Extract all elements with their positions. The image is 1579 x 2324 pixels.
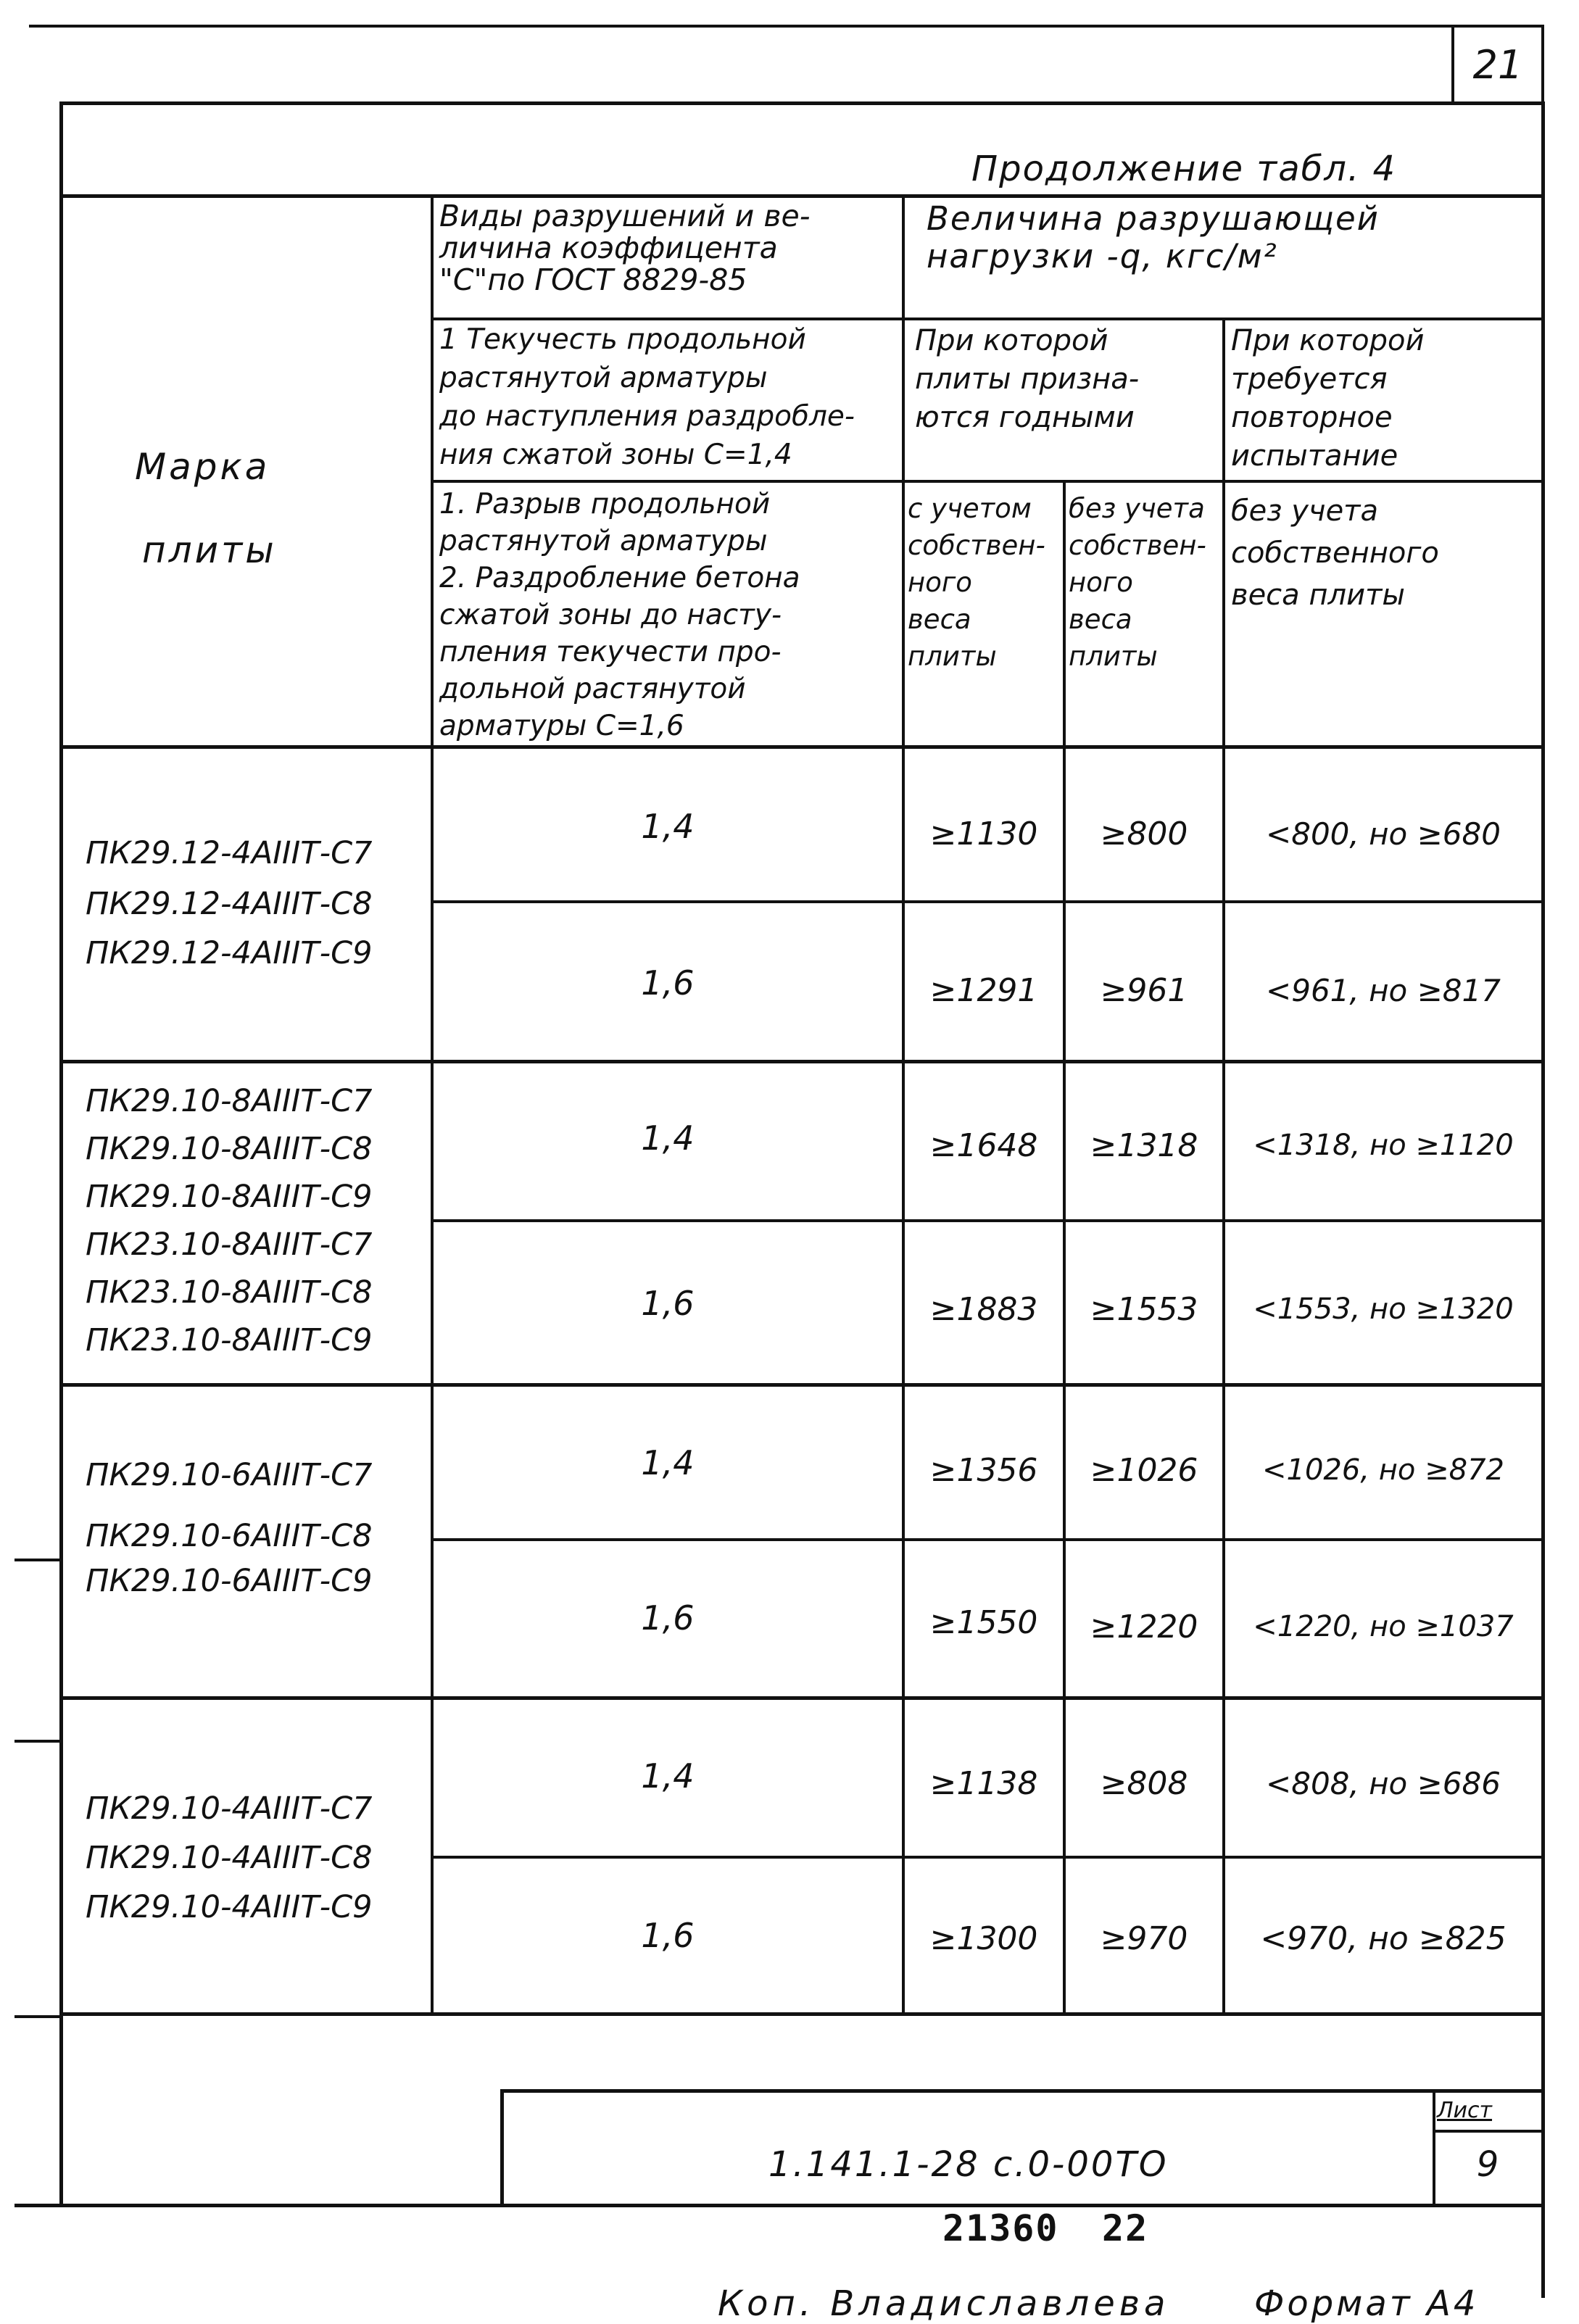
without-weight-value: ≥961: [1100, 971, 1188, 1009]
brand-g2-6: ПК23.10-8АIIIТ-С9: [86, 1322, 373, 1358]
hline-row: [431, 1538, 1544, 1541]
frame-left: [59, 101, 63, 2204]
brand-g1-1: ПК29.12-4АIIIТ-С7: [86, 835, 373, 871]
stamp-sheet-divider: [1433, 2130, 1543, 2133]
without-weight-retest-header: без учета собственного веса плиты: [1231, 494, 1439, 612]
retest-value: <808, но ≥686: [1266, 1765, 1501, 1801]
brand-header-1: Марка: [135, 446, 270, 488]
accepted-header: При которой плиты призна- ются годными: [915, 324, 1140, 434]
col-line-1: [431, 196, 434, 2015]
c-value: 1,6: [641, 1598, 695, 1638]
with-weight-value: ≥1291: [929, 971, 1038, 1009]
with-weight-value: ≥1356: [929, 1451, 1038, 1489]
frame-right: [1541, 101, 1545, 2298]
hline-row: [431, 1219, 1544, 1222]
with-weight-value: ≥1300: [929, 1920, 1038, 1957]
doc-code: 1.141.1-28 с.0-00ТО: [768, 2144, 1169, 2185]
frame-bottom: [14, 2204, 1544, 2207]
without-weight-value: ≥1553: [1090, 1290, 1198, 1328]
margin-tick: [14, 2015, 62, 2018]
retest-value: <1553, но ≥1320: [1253, 1292, 1514, 1326]
without-weight-value: ≥1220: [1090, 1608, 1198, 1646]
brand-g3-2: ПК29.10-6АIIIТ-С8: [86, 1518, 373, 1554]
col-line-2: [902, 196, 905, 2015]
page-num-box-right: [1541, 26, 1544, 104]
top-border: [29, 25, 1544, 28]
without-weight-value: ≥970: [1100, 1920, 1188, 1957]
with-weight-value: ≥1883: [929, 1290, 1038, 1328]
stamp-top: [500, 2089, 1544, 2093]
archive-page: 22: [1102, 2207, 1149, 2249]
brand-g2-4: ПК23.10-8АIIIТ-С7: [86, 1227, 373, 1263]
c-value: 1,6: [641, 963, 695, 1003]
margin-tick: [14, 1740, 62, 1743]
load-value-header: Величина разрушающей нагрузки -q, кгс/м²: [927, 199, 1380, 275]
with-weight-value: ≥1138: [929, 1764, 1038, 1802]
failure-types-header: Виды разрушений и ве- личина коэффицента "С"по ГОСТ 8829-85: [439, 199, 811, 297]
table-bottom-line: [59, 2012, 1544, 2016]
page-num-box-left: [1451, 26, 1454, 104]
brand-g2-2: ПК29.10-8АIIIТ-С8: [86, 1131, 373, 1167]
stamp-left: [500, 2089, 504, 2205]
without-weight-value: ≥1318: [1090, 1126, 1198, 1164]
sheet-number: 9: [1476, 2144, 1499, 2185]
format-label: Формат А4: [1254, 2283, 1479, 2324]
with-weight-value: ≥1648: [929, 1126, 1038, 1164]
brand-g4-2: ПК29.10-4АIIIТ-С8: [86, 1840, 373, 1876]
hline-group: [59, 1060, 1544, 1063]
margin-tick: [14, 1559, 62, 1561]
retest-value: <800, но ≥680: [1266, 816, 1501, 852]
brand-g1-3: ПК29.12-4АIIIТ-С9: [86, 935, 373, 971]
frame-top: [59, 101, 1544, 105]
brand-g2-3: ПК29.10-8АIIIТ-С9: [86, 1179, 373, 1215]
without-weight-value: ≥808: [1100, 1764, 1188, 1802]
type2-header: 1. Разрыв продольной растянутой арматуры 2. Раздробление бетона сжатой зоны до насту- пления текучести про- дольной растянутой арматуры С=1,6: [439, 488, 800, 742]
brand-g1-2: ПК29.12-4АIIIТ-С8: [86, 886, 373, 922]
brand-g2-5: ПК23.10-8АIIIТ-С8: [86, 1274, 373, 1311]
table-top-line: [59, 194, 1544, 198]
archive-number: 21360: [942, 2207, 1059, 2249]
hline-group: [59, 1696, 1544, 1700]
without-weight-value: ≥800: [1100, 815, 1188, 852]
without-weight-header: без учета собствен- ного веса плиты: [1069, 493, 1206, 672]
c-value: 1,4: [641, 807, 695, 846]
with-weight-value: ≥1550: [929, 1603, 1038, 1641]
c-value: 1,4: [641, 1443, 695, 1482]
hline-header-2: [431, 480, 1544, 483]
retest-value: <1026, но ≥872: [1262, 1453, 1504, 1487]
retest-value: <1220, но ≥1037: [1253, 1610, 1514, 1643]
with-weight-value: ≥1130: [929, 815, 1038, 852]
retest-value: <961, но ≥817: [1266, 972, 1501, 1008]
hline-row: [431, 1856, 1544, 1859]
brand-g3-1: ПК29.10-6АIIIТ-С7: [86, 1457, 373, 1493]
type1-header: 1 Текучесть продольной растянутой арматуры до наступления раздробле- ния сжатой зоны С=1,4: [439, 323, 855, 471]
c-value: 1,4: [641, 1756, 695, 1796]
page-number: 21: [1472, 42, 1523, 88]
copied-by: Коп. Владиславлева: [718, 2283, 1170, 2324]
sheet-label: Лист: [1437, 2098, 1493, 2123]
brand-header-2: плиты: [142, 529, 277, 571]
hline-header-end: [59, 745, 1544, 749]
brand-g4-3: ПК29.10-4АIIIТ-С9: [86, 1889, 373, 1925]
retest-value: <1318, но ≥1120: [1253, 1129, 1514, 1162]
without-weight-value: ≥1026: [1090, 1451, 1198, 1489]
stamp-sheet-left: [1433, 2089, 1435, 2205]
continuation-title: Продолжение табл. 4: [971, 149, 1397, 189]
with-weight-header: с учетом собствен- ного веса плиты: [908, 493, 1045, 672]
retest-header: При которой требуется повторное испытание: [1231, 324, 1425, 473]
c-value: 1,4: [641, 1119, 695, 1158]
c-value: 1,6: [641, 1284, 695, 1323]
c-value: 1,6: [641, 1916, 695, 1955]
brand-g3-3: ПК29.10-6АIIIТ-С9: [86, 1563, 373, 1599]
brand-g4-1: ПК29.10-4АIIIТ-С7: [86, 1790, 373, 1827]
hline-group: [59, 1383, 1544, 1387]
brand-g2-1: ПК29.10-8АIIIТ-С7: [86, 1083, 373, 1119]
retest-value: <970, но ≥825: [1260, 1920, 1507, 1957]
hline-row: [431, 900, 1544, 903]
